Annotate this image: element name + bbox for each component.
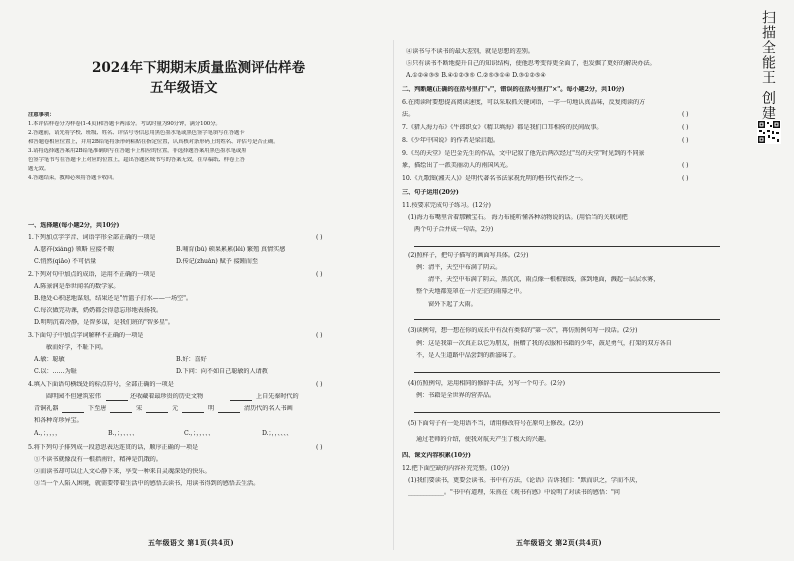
- answer-line[interactable]: [414, 319, 720, 320]
- judge-9: 象，描绘出了一派美丽动人的南国风光。: [402, 162, 512, 169]
- judge-7: 7.《猎人海力布》《牛郎织女》《精卫填海》都是我们口耳相传的民间故事。: [402, 124, 603, 131]
- judge-8: 8.《少年中国说》的作者是梁启超。: [402, 137, 500, 144]
- q1-bracket[interactable]: ( ): [316, 234, 323, 241]
- answer-line[interactable]: [414, 372, 720, 373]
- q1-option-a: A.慈祥(xiáng) 领略 应接不暇: [34, 246, 114, 253]
- q4-option-d: D.；，，、、、、: [262, 430, 293, 437]
- judge-6-bracket[interactable]: ( ): [682, 111, 689, 118]
- q1-option-d: D.传记(zhuàn) 赋予 接踵而至: [176, 258, 258, 265]
- q12-1: (1)我们要读书，更要会读书。书中有方法，《论语》告诉我们："默而识之，学而不厌，: [408, 477, 642, 484]
- q1-stem: 1.下列加点字字音、词语字形全部正确的一项是: [28, 234, 156, 241]
- notice-line: 色签字笔书写在答题卡上对应的位置上，超出答题区域书写的答案无效，在草稿纸、样卷上答: [28, 157, 245, 163]
- q4-blank[interactable]: [182, 412, 204, 413]
- q11-2: (2)照样子，把句子描写的画面写具体。(2分): [408, 252, 529, 259]
- notice-line: 4.答题结束，教师必须将答题卡收回。: [28, 175, 118, 181]
- q5-bracket[interactable]: ( ): [316, 444, 323, 451]
- q3-bracket[interactable]: ( ): [316, 332, 323, 339]
- q11-2-example: 清平，天空中布满了阴云，黑沉沉，雨点像一根根银线，落到地面，溅起一层层水雾，: [428, 276, 660, 283]
- q3-option-d: D.下问：向不如自己聪敏的人请教: [176, 368, 268, 375]
- q2-stem: 2.下列对句中加点的成语，运用不正确的一项是: [28, 271, 156, 278]
- notice-line: 2.答题前，请先将学校、班级、姓名、评估号等信息用黑色墨水笔或黑色签字笔填写在答题卡: [28, 130, 245, 136]
- qr-code-icon: [757, 120, 781, 144]
- q4-text: 青铜礼器: [34, 405, 59, 412]
- q4-bracket[interactable]: ( ): [316, 381, 323, 388]
- exam-subject: 五年级语文: [150, 80, 218, 96]
- q3-option-a: A.敏：聪敏: [34, 356, 65, 363]
- notice-line: 3.请将选择题答案用2B铅笔准确填写在答题卡上相应的位置，非选择题答案用黑色墨水笔或黑: [28, 148, 247, 154]
- q5-sentence: ④读书与不读书的最大差别，就是思想的差别。: [406, 48, 534, 55]
- q11-stem: 11.按要求完成句子练习。(12分): [402, 202, 491, 209]
- q2-option-d: D.明明沉着冷静，是智多谋，是我们班的"智多星"。: [34, 319, 174, 326]
- q5-sentence: ③当一个人陷入困境，就需要带着生活中的感悟去读书，用读书得到的感悟去生活。: [34, 480, 260, 487]
- q1-option-b: B.哺育(bǔ) 硕果累累(lěi) 繁殖 真情实感: [176, 246, 286, 253]
- judge-6: 6.在阅读时要想提高阅读速度，可以采取抓关键词语，一字一句地认真品味，反复阅读的方: [402, 99, 646, 106]
- q4-text: 宋: [136, 405, 143, 412]
- notice-line: 1.本评估样卷分为样卷(1-4页)和答题卡两部分。考试时量为90分钟，满分100分。: [28, 121, 221, 127]
- q1-option-c: C.悄然(qiǎo) 不可估量: [34, 258, 97, 265]
- section-recall: 四、课文内容积累(10分): [402, 452, 471, 459]
- q4-text: 下至唐: [88, 405, 107, 412]
- notice-header: 注意事项：: [28, 112, 55, 118]
- q2-bracket[interactable]: ( ): [316, 271, 323, 278]
- judge-9: 9.《鸟的天堂》是巴金先生的作品，文中记叙了他先后两次经过"鸟的天堂"时见到的不同景: [402, 150, 645, 157]
- judge-10: 10.《九歌图(湘夫人)》是明代著名书法家祝允明的楷书代表作之一。: [402, 175, 587, 182]
- q5-sentence: ②而读书却可以让人文心静下来，享受一种来自灵魂深处的快乐。: [34, 468, 211, 475]
- q11-4: (4)仿照例句，运用相同的修辞手法，另写一个句子。(2分): [408, 380, 565, 387]
- q11-2-example: 例：清平，天空中布满了阴云。: [416, 264, 502, 271]
- scanner-stamp-label: 扫描全能王 创建: [760, 10, 776, 121]
- q11-2-question: 窗外下起了大雨。: [428, 301, 477, 308]
- page-divider: [393, 40, 394, 550]
- q2-option-c: C.每次做完功课，奶奶都会得意忘形地表扬我。: [34, 307, 163, 314]
- q4-text: 元: [172, 405, 179, 412]
- q3-option-b: B.好：喜好: [176, 356, 207, 363]
- q11-1: (1)海力布嘴里含着那颗宝石。 海力布能听懂各种动物说的话。(用恰当的关联词把: [408, 214, 628, 221]
- q4-stem: 4.填入下面语句横线处的标点符号，全部正确的一项是: [28, 381, 174, 388]
- judge-9-bracket[interactable]: ( ): [682, 162, 689, 169]
- q11-3-example: 不，是人生道路中品尝到的新滋味了。: [416, 352, 520, 359]
- judge-10-bracket[interactable]: ( ): [682, 175, 689, 182]
- judge-8-bracket[interactable]: ( ): [682, 137, 689, 144]
- q12-1: ____________。"书中有道理，朱熹在《观书有感》中说明了对读书的感悟："问: [408, 489, 620, 496]
- page-2: [398, 0, 740, 561]
- section-judge: 二、判断题(正确的在括号里打"√"，错误的在括号里打"×"。每小题2分，共10分): [402, 86, 625, 93]
- section-choice: 一、选择题(每小题2分，共10分): [28, 222, 120, 229]
- answer-line[interactable]: [414, 412, 720, 413]
- q2-option-a: A.陈景润是举世闻名的数学家。: [34, 283, 120, 290]
- q11-5: (5)下面句子有一处用语不当，请用修改符号在原句上修改。(2分): [408, 420, 584, 427]
- q4-text: 还收藏着最珍贵的历史文物: [130, 393, 204, 400]
- q11-3: (3)读例句，想一想在你的成长中有没有类似的"第一次"，再仿照例句写一段话。(2分): [408, 327, 638, 334]
- q5-sentence: ⑤只有读书不断地提升自己的知识结构，使他思考变得更全面了，也发掘了更好的解决办法。: [406, 60, 656, 67]
- q4-blank[interactable]: [218, 412, 240, 413]
- q11-4-example: 例：书籍是全世界的营养品。: [416, 392, 496, 399]
- q4-option-b: B.，；，、、、、: [108, 430, 139, 437]
- q4-option-a: A.，；，，，，: [34, 430, 62, 437]
- exam-title: 2024年下期期末质量监测评估样卷: [92, 60, 306, 76]
- q11-3-example: 例：这是我第一次真正以它为朋友，捐赠了我的衣服和书籍的少年，鼓足勇气，打架的双方各自: [416, 340, 672, 347]
- q12-stem: 12.把下面空缺的内容补充完整。(10分): [402, 465, 510, 472]
- q5-sentence: ①不读书就像没有一根指南针，精神是饥饿的。: [34, 456, 162, 463]
- q4-text: 上自先秦时代的: [256, 393, 299, 400]
- q4-blank[interactable]: [62, 412, 84, 413]
- page-footer: 五年级语文 第1页(共4页): [148, 539, 235, 547]
- q4-blank[interactable]: [106, 400, 128, 401]
- judge-6: 法。: [402, 111, 415, 118]
- q2-option-b: B.他处心积虑地谋划，结果还是"竹篮子打水——一场空"。: [34, 295, 192, 302]
- q4-text: 圆明园不但建筑宏伟: [46, 393, 101, 400]
- q3-option-c: C.以：……为耻: [34, 368, 77, 375]
- judge-7-bracket[interactable]: ( ): [682, 124, 689, 131]
- section-sentence: 三、句子运用(20分): [402, 189, 459, 196]
- q4-blank[interactable]: [146, 412, 168, 413]
- q11-2-example: 整个天地都笼罩在一片茫茫的雨幕之中。: [416, 288, 526, 295]
- notice-line: 题无效。: [28, 166, 50, 172]
- q5-stem: 5.将下列句子排列成一段意思表达连贯的话，顺序正确的一项是: [28, 444, 199, 451]
- q4-blank[interactable]: [110, 412, 132, 413]
- q4-blank[interactable]: [230, 400, 252, 401]
- page-footer: 五年级语文 第2页(共4页): [516, 539, 603, 547]
- notice-line: 和答题卷相应位置上，并用2B铅笔将条形码粘贴在指定位置，认真核对条形码上的姓名、评估号是否正确。: [28, 139, 279, 145]
- q11-5-sentence: 通过老师的介绍，使我对航天产生了极大的兴趣。: [416, 436, 550, 443]
- q4-text: 清历代的名人书画: [244, 405, 293, 412]
- q11-1: 两个句子合并成一句话，2分): [414, 226, 494, 233]
- q5-options: A.①②④③⑤ B.④①②③⑤ C.②⑤③①④ D.③①②⑤④: [406, 72, 546, 79]
- answer-line[interactable]: [414, 246, 720, 247]
- q4-text: 和各种奇珍异宝。: [34, 417, 83, 424]
- q4-text: 明: [208, 405, 215, 412]
- q4-option-c: C.，；，，、、、: [184, 430, 215, 437]
- q3-stem: 3.下面句子中加点字词解释不正确的一项是: [28, 332, 144, 339]
- q3-sentence: 敏而好学，不耻下问。: [46, 344, 107, 351]
